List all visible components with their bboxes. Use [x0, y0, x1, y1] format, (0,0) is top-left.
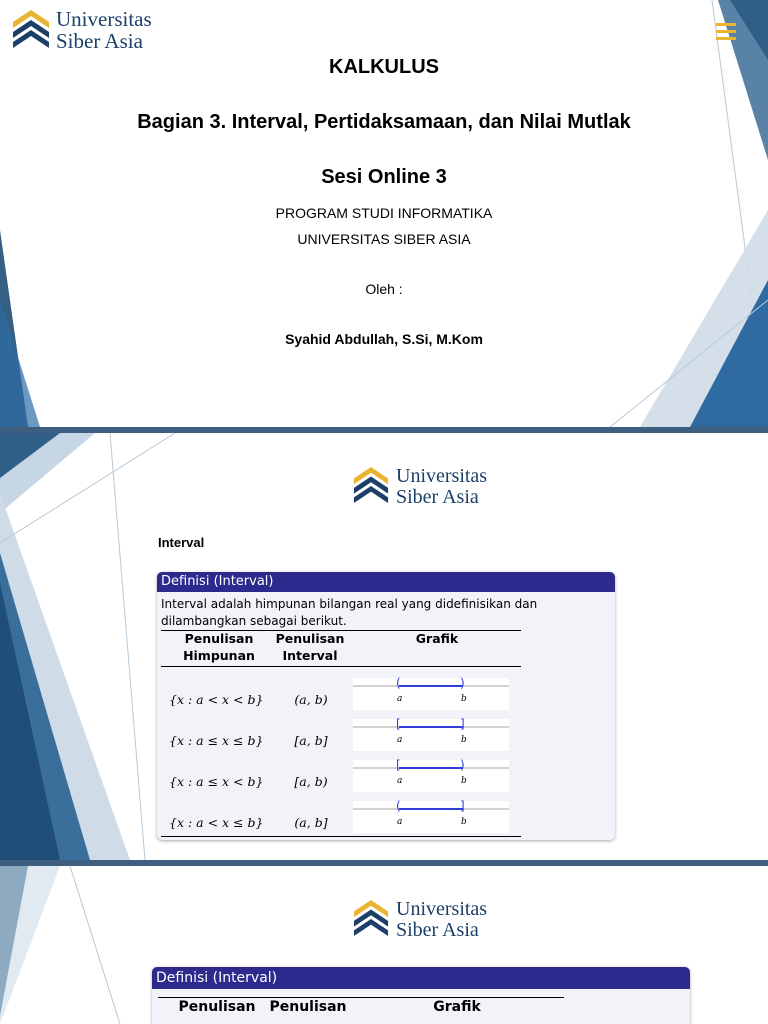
endpoint-bracket: [	[396, 758, 401, 772]
table-bottom-rule	[161, 836, 521, 837]
endpoint-bracket: )	[460, 758, 465, 772]
university-logo	[12, 8, 152, 52]
interval-graph	[353, 678, 509, 710]
interval-graph	[353, 719, 509, 751]
set-notation: {x : a < x < b}	[169, 692, 264, 707]
column-header-interval	[275, 630, 345, 664]
column-header-line: Penulisan	[275, 631, 345, 646]
column-header-graph: Grafik	[433, 999, 481, 1015]
endpoint-bracket: (	[396, 676, 401, 690]
university-logo	[353, 898, 487, 940]
section-heading: Interval	[158, 535, 205, 550]
number-line-icon	[353, 678, 509, 710]
block-title: Definisi (Interval)	[157, 572, 615, 592]
logo-emblem-icon	[12, 8, 50, 52]
column-header-graph: Grafik	[415, 631, 459, 646]
column-header-line: Himpunan	[183, 648, 255, 663]
endpoint-bracket: ]	[460, 799, 465, 813]
interval-graph	[353, 801, 509, 833]
endpoint-label: b	[461, 735, 467, 745]
number-line-icon	[353, 801, 509, 833]
set-notation: {x : a ≤ x < b}	[169, 774, 264, 789]
block-body	[152, 989, 690, 1024]
endpoint-label: a	[397, 694, 403, 704]
interval-notation: (a, b)	[294, 692, 328, 707]
university-name: UNIVERSITAS SIBER ASIA	[297, 231, 471, 247]
column-header-line: Penulisan	[184, 631, 254, 646]
column-header-line: Interval	[282, 648, 338, 663]
program-name: PROGRAM STUDI INFORMATIKA	[275, 205, 493, 221]
number-line-icon	[353, 719, 509, 751]
course-title: KALKULUS	[329, 56, 439, 78]
interval-notation: [a, b)	[294, 774, 328, 789]
title-slide	[0, 0, 768, 427]
set-notation: {x : a < x ≤ b}	[169, 815, 264, 830]
column-header-set: Penulisan	[178, 999, 256, 1015]
column-header-set	[169, 630, 269, 664]
session-title: Sesi Online 3	[321, 166, 447, 188]
author-name: Syahid Abdullah, S.Si, M.Kom	[285, 331, 483, 347]
endpoint-bracket: (	[396, 799, 401, 813]
set-notation: {x : a ≤ x ≤ b}	[169, 733, 264, 748]
interval-notation: [a, b]	[294, 733, 328, 748]
block-title: Definisi (Interval)	[152, 967, 690, 989]
author-label: Oleh :	[365, 281, 403, 297]
logo-line2: Siber Asia	[396, 485, 479, 508]
endpoint-bracket: [	[396, 717, 401, 731]
table-top-rule	[158, 997, 564, 998]
number-line-icon	[353, 760, 509, 792]
table-header-rule	[161, 666, 521, 667]
endpoint-label: a	[397, 817, 403, 827]
definition-line: dilambangkan sebagai berikut.	[161, 614, 347, 628]
logo-line1: Universitas	[56, 6, 152, 31]
logo-line2: Siber Asia	[396, 918, 479, 941]
definition-block	[152, 967, 690, 1024]
hamburger-menu-icon[interactable]	[716, 22, 736, 40]
interval-definition-slide	[0, 433, 768, 860]
interval-notation: (a, b]	[294, 815, 328, 830]
chapter-title: Bagian 3. Interval, Pertidaksamaan, dan Nilai Mutlak	[137, 111, 631, 133]
endpoint-bracket: )	[460, 676, 465, 690]
logo-line1: Universitas	[396, 464, 488, 487]
endpoint-label: a	[397, 776, 403, 786]
block-body	[157, 592, 615, 840]
definition-text	[161, 596, 601, 630]
endpoint-label: b	[461, 776, 467, 786]
column-header-interval: Penulisan	[269, 999, 347, 1015]
logo-line1: Universitas	[396, 897, 488, 920]
endpoint-bracket: ]	[460, 717, 465, 731]
logo-line2: Siber Asia	[56, 28, 143, 53]
definition-block	[157, 572, 615, 840]
university-logo	[353, 465, 487, 507]
logo-emblem-icon	[353, 465, 389, 507]
interval-definition-slide-continued	[0, 866, 768, 1024]
endpoint-label: a	[397, 735, 403, 745]
endpoint-label: b	[461, 817, 467, 827]
definition-line: Interval adalah himpunan bilangan real yang didefinisikan dan	[161, 597, 538, 611]
logo-emblem-icon	[353, 898, 389, 940]
interval-graph	[353, 760, 509, 792]
endpoint-label: b	[461, 694, 467, 704]
